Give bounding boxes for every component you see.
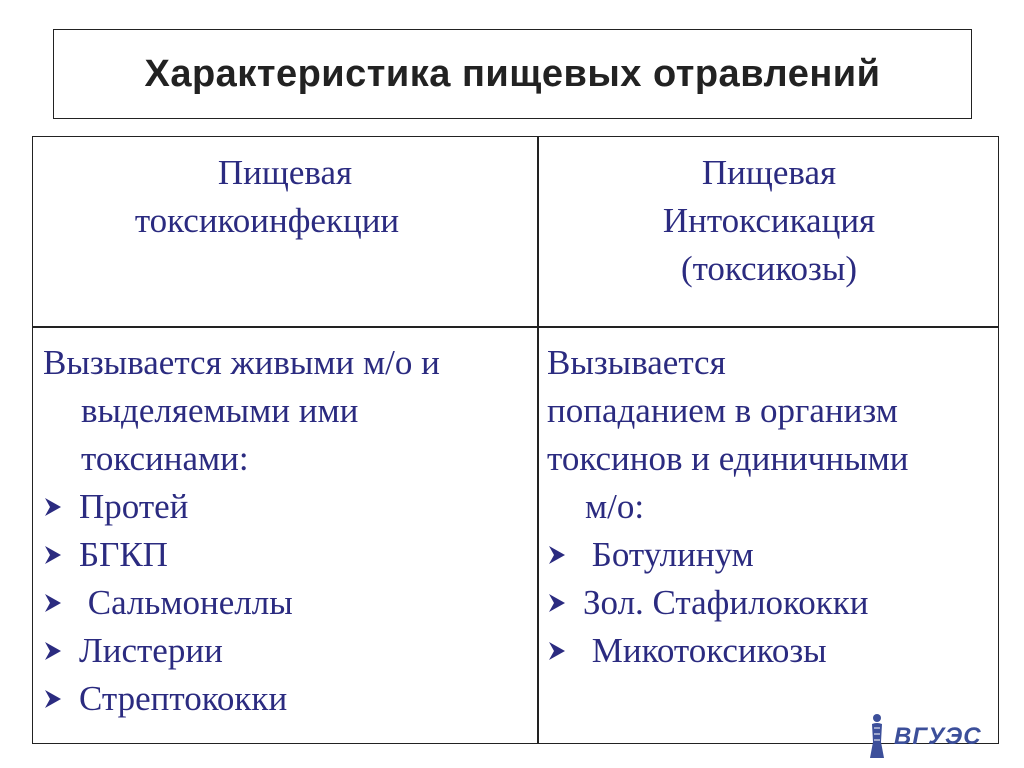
body-intoxication — [547, 339, 997, 675]
item-text: Протей — [79, 487, 189, 526]
header-intoxication — [539, 149, 999, 293]
arrow-bullet-icon — [43, 483, 65, 531]
header-line: Пищевая — [217, 153, 353, 192]
intro-line: токсинами: — [81, 439, 249, 478]
arrow-bullet-icon — [547, 531, 569, 579]
list-item — [547, 579, 997, 627]
item-text: Листерии — [79, 631, 223, 670]
list-item — [43, 675, 533, 723]
arrow-bullet-icon — [43, 531, 65, 579]
item-text: Ботулинум — [583, 535, 754, 574]
header-line: Интоксикация — [662, 201, 876, 240]
university-logo — [866, 712, 982, 762]
item-text: Зол. Стафилококки — [583, 583, 869, 622]
intro-line: попаданием в организм — [547, 391, 898, 430]
arrow-bullet-icon — [43, 675, 65, 723]
logo-text: ВГУЭС — [894, 723, 982, 750]
item-text: Микотоксикозы — [583, 631, 827, 670]
item-text: Сальмонеллы — [79, 583, 293, 622]
intro-line: м/о: — [585, 487, 645, 526]
header-toxicoinfection — [33, 149, 537, 245]
intro-line: выделяемыми ими — [81, 391, 359, 430]
arrow-bullet-icon — [547, 627, 569, 675]
arrow-bullet-icon — [43, 627, 65, 675]
list-item — [43, 483, 533, 531]
body-toxicoinfection — [43, 339, 533, 723]
intro-line: токсинов и единичными — [547, 439, 909, 478]
intro-line: Вызывается — [547, 343, 726, 382]
header-line: Пищевая — [701, 153, 837, 192]
comparison-table — [32, 136, 999, 744]
title-box — [53, 29, 972, 119]
item-text: Стрептококки — [79, 679, 288, 718]
page-title: Характеристика пищевых отравлений — [144, 52, 881, 95]
header-line: (токсикозы) — [680, 249, 858, 288]
list-item — [43, 627, 533, 675]
arrow-bullet-icon — [547, 579, 569, 627]
row-divider — [33, 326, 998, 328]
header-line: токсикоинфекции — [134, 201, 400, 240]
item-text: БГКП — [79, 535, 168, 574]
intro-line: Вызывается живыми м/о и — [43, 343, 440, 382]
list-item — [547, 531, 997, 579]
list-item — [43, 531, 533, 579]
list-item — [43, 579, 533, 627]
logo-figure-icon — [866, 712, 888, 762]
list-item — [547, 627, 997, 675]
arrow-bullet-icon — [43, 579, 65, 627]
